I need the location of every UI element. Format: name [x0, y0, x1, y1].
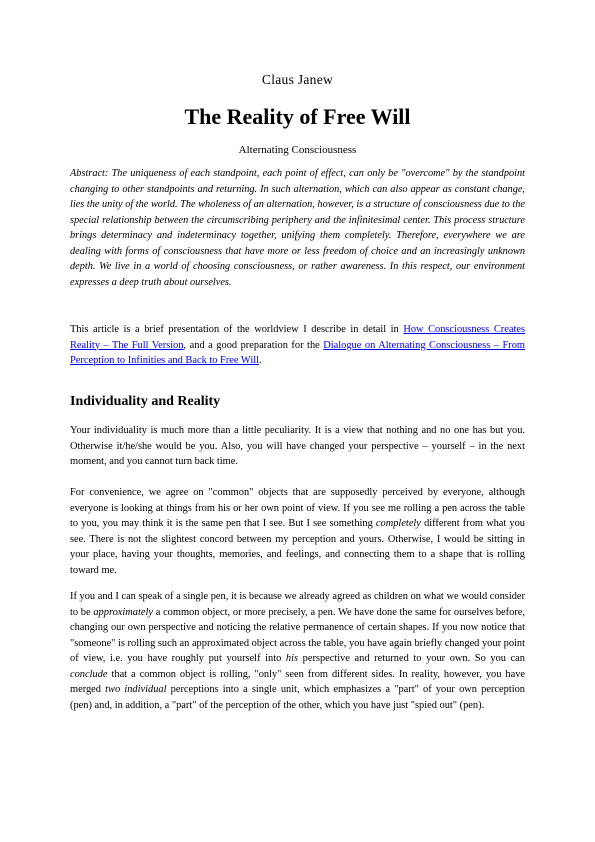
body-paragraph-3 [70, 589, 525, 713]
emphasis-text: approximately [93, 606, 153, 618]
emphasis-text: completely [375, 518, 421, 529]
body-paragraph-1: Your individuality is much more than a little peculiarity. It is a view that nothing and no one has but you. Otherwise it/he/she would be you. Also, you will have changed your perspective – yourself – in the next moment, and you cannot turn back time. [70, 425, 525, 467]
paragraph-text: perspective and returned to your own. So you can [298, 653, 525, 664]
author-name: Claus Janew [261, 72, 334, 87]
emphasis-text: his [285, 653, 299, 664]
document-title: The Reality of Free Will [184, 104, 411, 129]
intro-paragraph [70, 322, 525, 369]
emphasis-text: two individual [105, 684, 167, 695]
paragraph-text: If you and I can speak of a single pen, it is because we already agreed as children on what we would consider to be [70, 591, 525, 618]
paragraph-text: perceptions into a single unit, which emphasizes a "part" of your own perception (pen) and, in addition, a "part" of the perception of the other, which you have just "spied out" (pen). [70, 684, 525, 711]
document-subtitle: Alternating Consciousness [238, 144, 357, 156]
paragraph-text: For convenience, we agree on "common" objects that are supposedly perceived by everyone, although everyone is looking at things from his or her own point of view. If you see me rolling a pen across the table to you, you may think it is the same pen that I see. But I see something [70, 487, 525, 529]
section-heading: Individuality and Reality [70, 394, 221, 409]
intro-text-after: . [258, 355, 262, 366]
abstract: Abstract: The uniqueness of each standpoint, each point of effect, can only be "overcome" by the standpoint changing to other standpoints and returning. In such alternation, which can also appear as constant change, lies the unity of the world. The wholeness of an alternation, however, is a structure of consciousness due to the special relationship between the circumscribing periphery and the infinitesimal center. This process structure brings determinacy and indeterminacy together, unifying them completely. Therefore, everywhere we are dealing with forms of consciousness that have more or less freedom of choice and an increasingly unknown depth. We live in a world of choosing consciousness, or rather awareness. In this respect, our environment expresses a deep truth about ourselves. [70, 168, 525, 288]
emphasis-text: conclude [70, 668, 108, 680]
body-paragraph-2 [70, 485, 525, 578]
paragraph-text: a common object, or more precisely, a pen. We have done the same for ourselves before, changing our own perspective and noticing the relative permanence of certain shapes. If you now notice that "someone" is rolling such an approximated object across the table, you have again briefly changed your point of view, i.e. you have roughly put yourself into [70, 606, 525, 664]
intro-text-before: This article is a brief presentation of the worldview I describe in detail in [70, 324, 404, 335]
link-dialogue[interactable]: Dialogue on Alternating Consciousness – From Perception to Infinities and Back to Free Will [70, 339, 525, 366]
paragraph-text: different from what you see. There is not the slightest concord between my perception and yours. Otherwise, I would be sitting in your place, having your thoughts, memories, and feelings, and connecting them to a shape that is rolling toward me. [70, 518, 526, 576]
link-full-version[interactable]: How Consciousness Creates Reality – The Full Version [70, 324, 525, 351]
paragraph-text: that a common object is rolling, "only" seen from different sides. In reality, however, you have merged [70, 668, 525, 695]
intro-text-middle: , and a good preparation for the [183, 339, 324, 351]
